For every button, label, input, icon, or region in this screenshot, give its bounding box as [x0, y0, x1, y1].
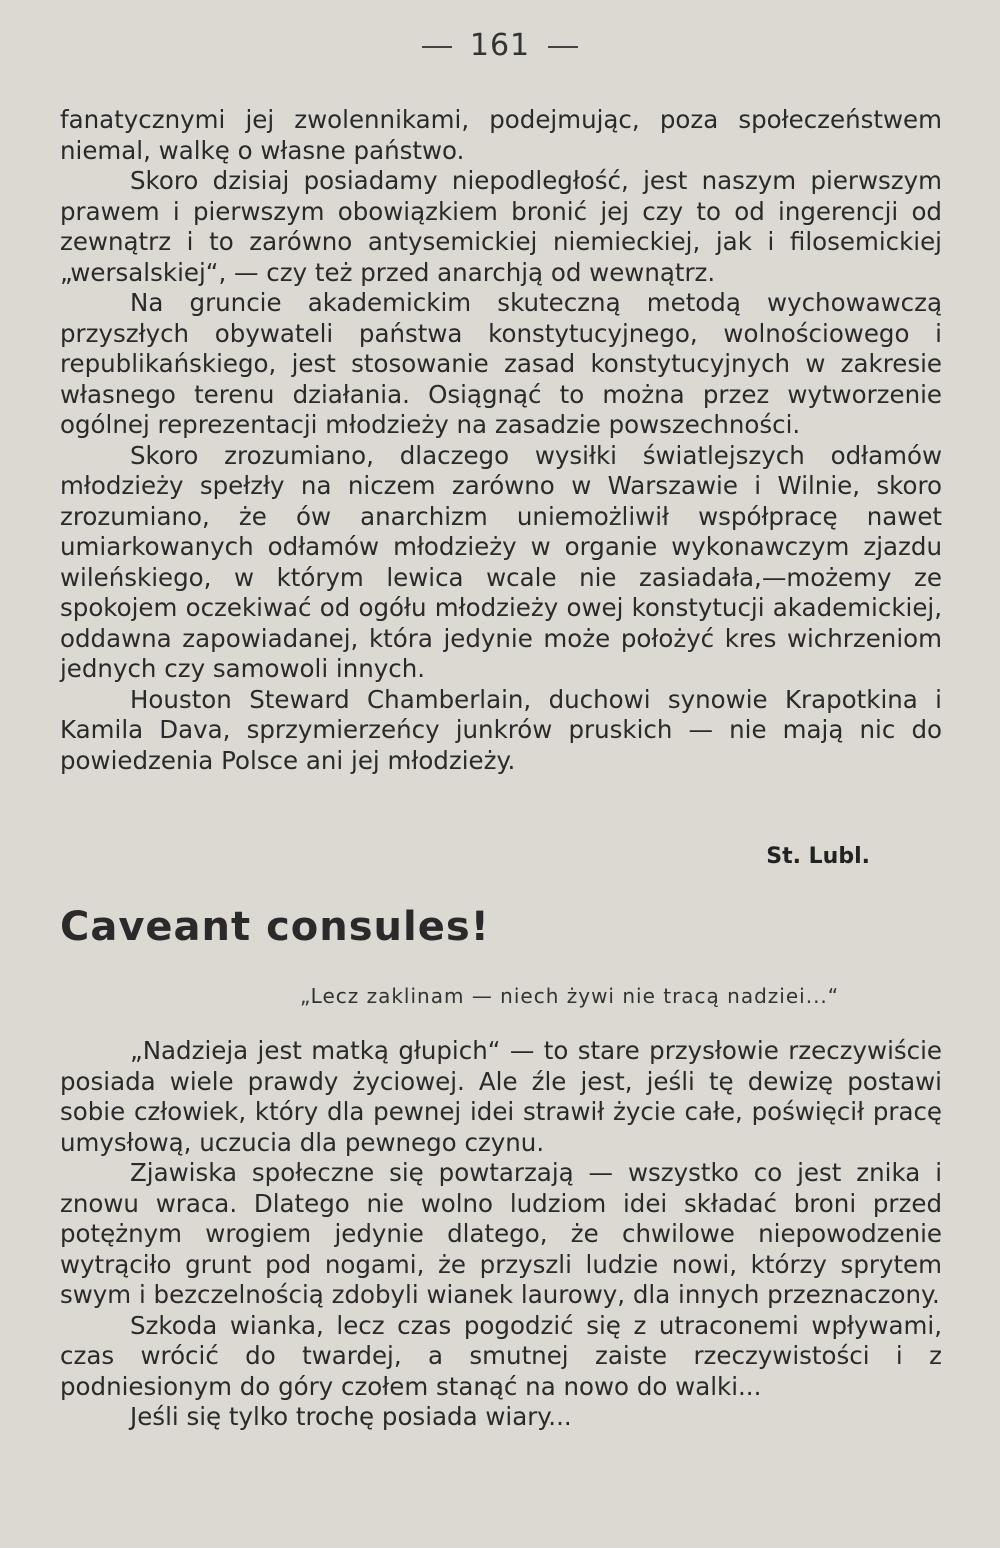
epigraph: „Lecz zaklinam — niech żywi nie tracą nadziei...“	[300, 984, 840, 1008]
article-2-body	[60, 1036, 942, 1433]
paragraph: fanatycznymi jej zwolennikami, podejmując, poza społeczeństwem niemal, walkę o własne państwo.	[60, 105, 942, 165]
author-signature: St. Lubl.	[766, 844, 870, 869]
page-number	[0, 28, 1000, 63]
folio-dash-left	[422, 46, 452, 48]
paragraph: Skoro dzisiaj posiadamy niepodległość, jest naszym pierwszym prawem i pierwszym obowiązkiem bronić jej czy to od ingerencji od zewnątrz i to zarówno antysemickiej niemieckiej, jak i filosemickiej „wersalskiej“, — czy też przed anarchją od wewnątrz.	[60, 166, 942, 287]
page-number-text: 161	[469, 28, 531, 63]
paragraph: Zjawiska społeczne się powtarzają — wszystko co jest znika i znowu wraca. Dlatego nie wolno ludziom idei składać broni przed potężnym wrogiem jedynie dlatego, że chwilowe niepowodzenie wytrąciło grunt pod nogami, że przyszli ludzie nowi, którzy sprytem swym i bezczelnością zdobyli wianek laurowy, dla innych przeznaczony.	[60, 1158, 942, 1309]
article-title: Caveant consules!	[60, 904, 490, 950]
paragraph: Jeśli się tylko trochę posiada wiary...	[130, 1402, 572, 1431]
paragraph: Houston Steward Chamberlain, duchowi synowie Krapotkina i Kamila Dava, sprzymierzeńcy junkrów pruskich — nie mają nic do powiedzenia Polsce ani jej młodzieży.	[60, 684, 942, 775]
paragraph: Na gruncie akademickim skuteczną metodą wychowawczą przyszłych obywateli państwa konstytucyjnego, wolnościowego i republikańskiego, jest stosowanie zasad konstytucyjnych w zakresie własnego terenu działania. Osiągnąć to można przez wytworzenie ogólnej reprezentacji młodzieży na zasadzie powszechności.	[60, 288, 942, 439]
paragraph: Szkoda wianka, lecz czas pogodzić się z utraconemi wpływami, czas wrócić do twardej, a smutnej zaiste rzeczywistości i z podniesionym do góry czołem stanąć na nowo do walki...	[60, 1310, 942, 1401]
paragraph: Skoro zrozumiano, dlaczego wysiłki światlejszych odłamów młodzieży spełzły na niczem zarówno w Warszawie i Wilnie, skoro zrozumiano, że ów anarchizm uniemożliwił współpracę nawet umiarkowanych odłamów młodzieży w organie wykonawczym zjazdu wileńskiego, w którym lewica wcale nie zasiadała,—możemy ze spokojem oczekiwać od ogółu młodzieży owej konstytucji akademickiej, oddawna zapowiadanej, która jedynie może położyć kres wichrzeniom jednych czy samowoli innych.	[60, 440, 942, 683]
paragraph: „Nadzieja jest matką głupich“ — to stare przysłowie rzeczywiście posiada wiele prawdy życiowej. Ale źle jest, jeśli tę dewizę postawi sobie człowiek, który dla pewnej idei strawił życie całe, poświęcił pracę umysłową, uczucia dla pewnego czynu.	[60, 1036, 942, 1157]
folio-dash-right	[548, 46, 578, 48]
article-1-body	[60, 105, 942, 776]
